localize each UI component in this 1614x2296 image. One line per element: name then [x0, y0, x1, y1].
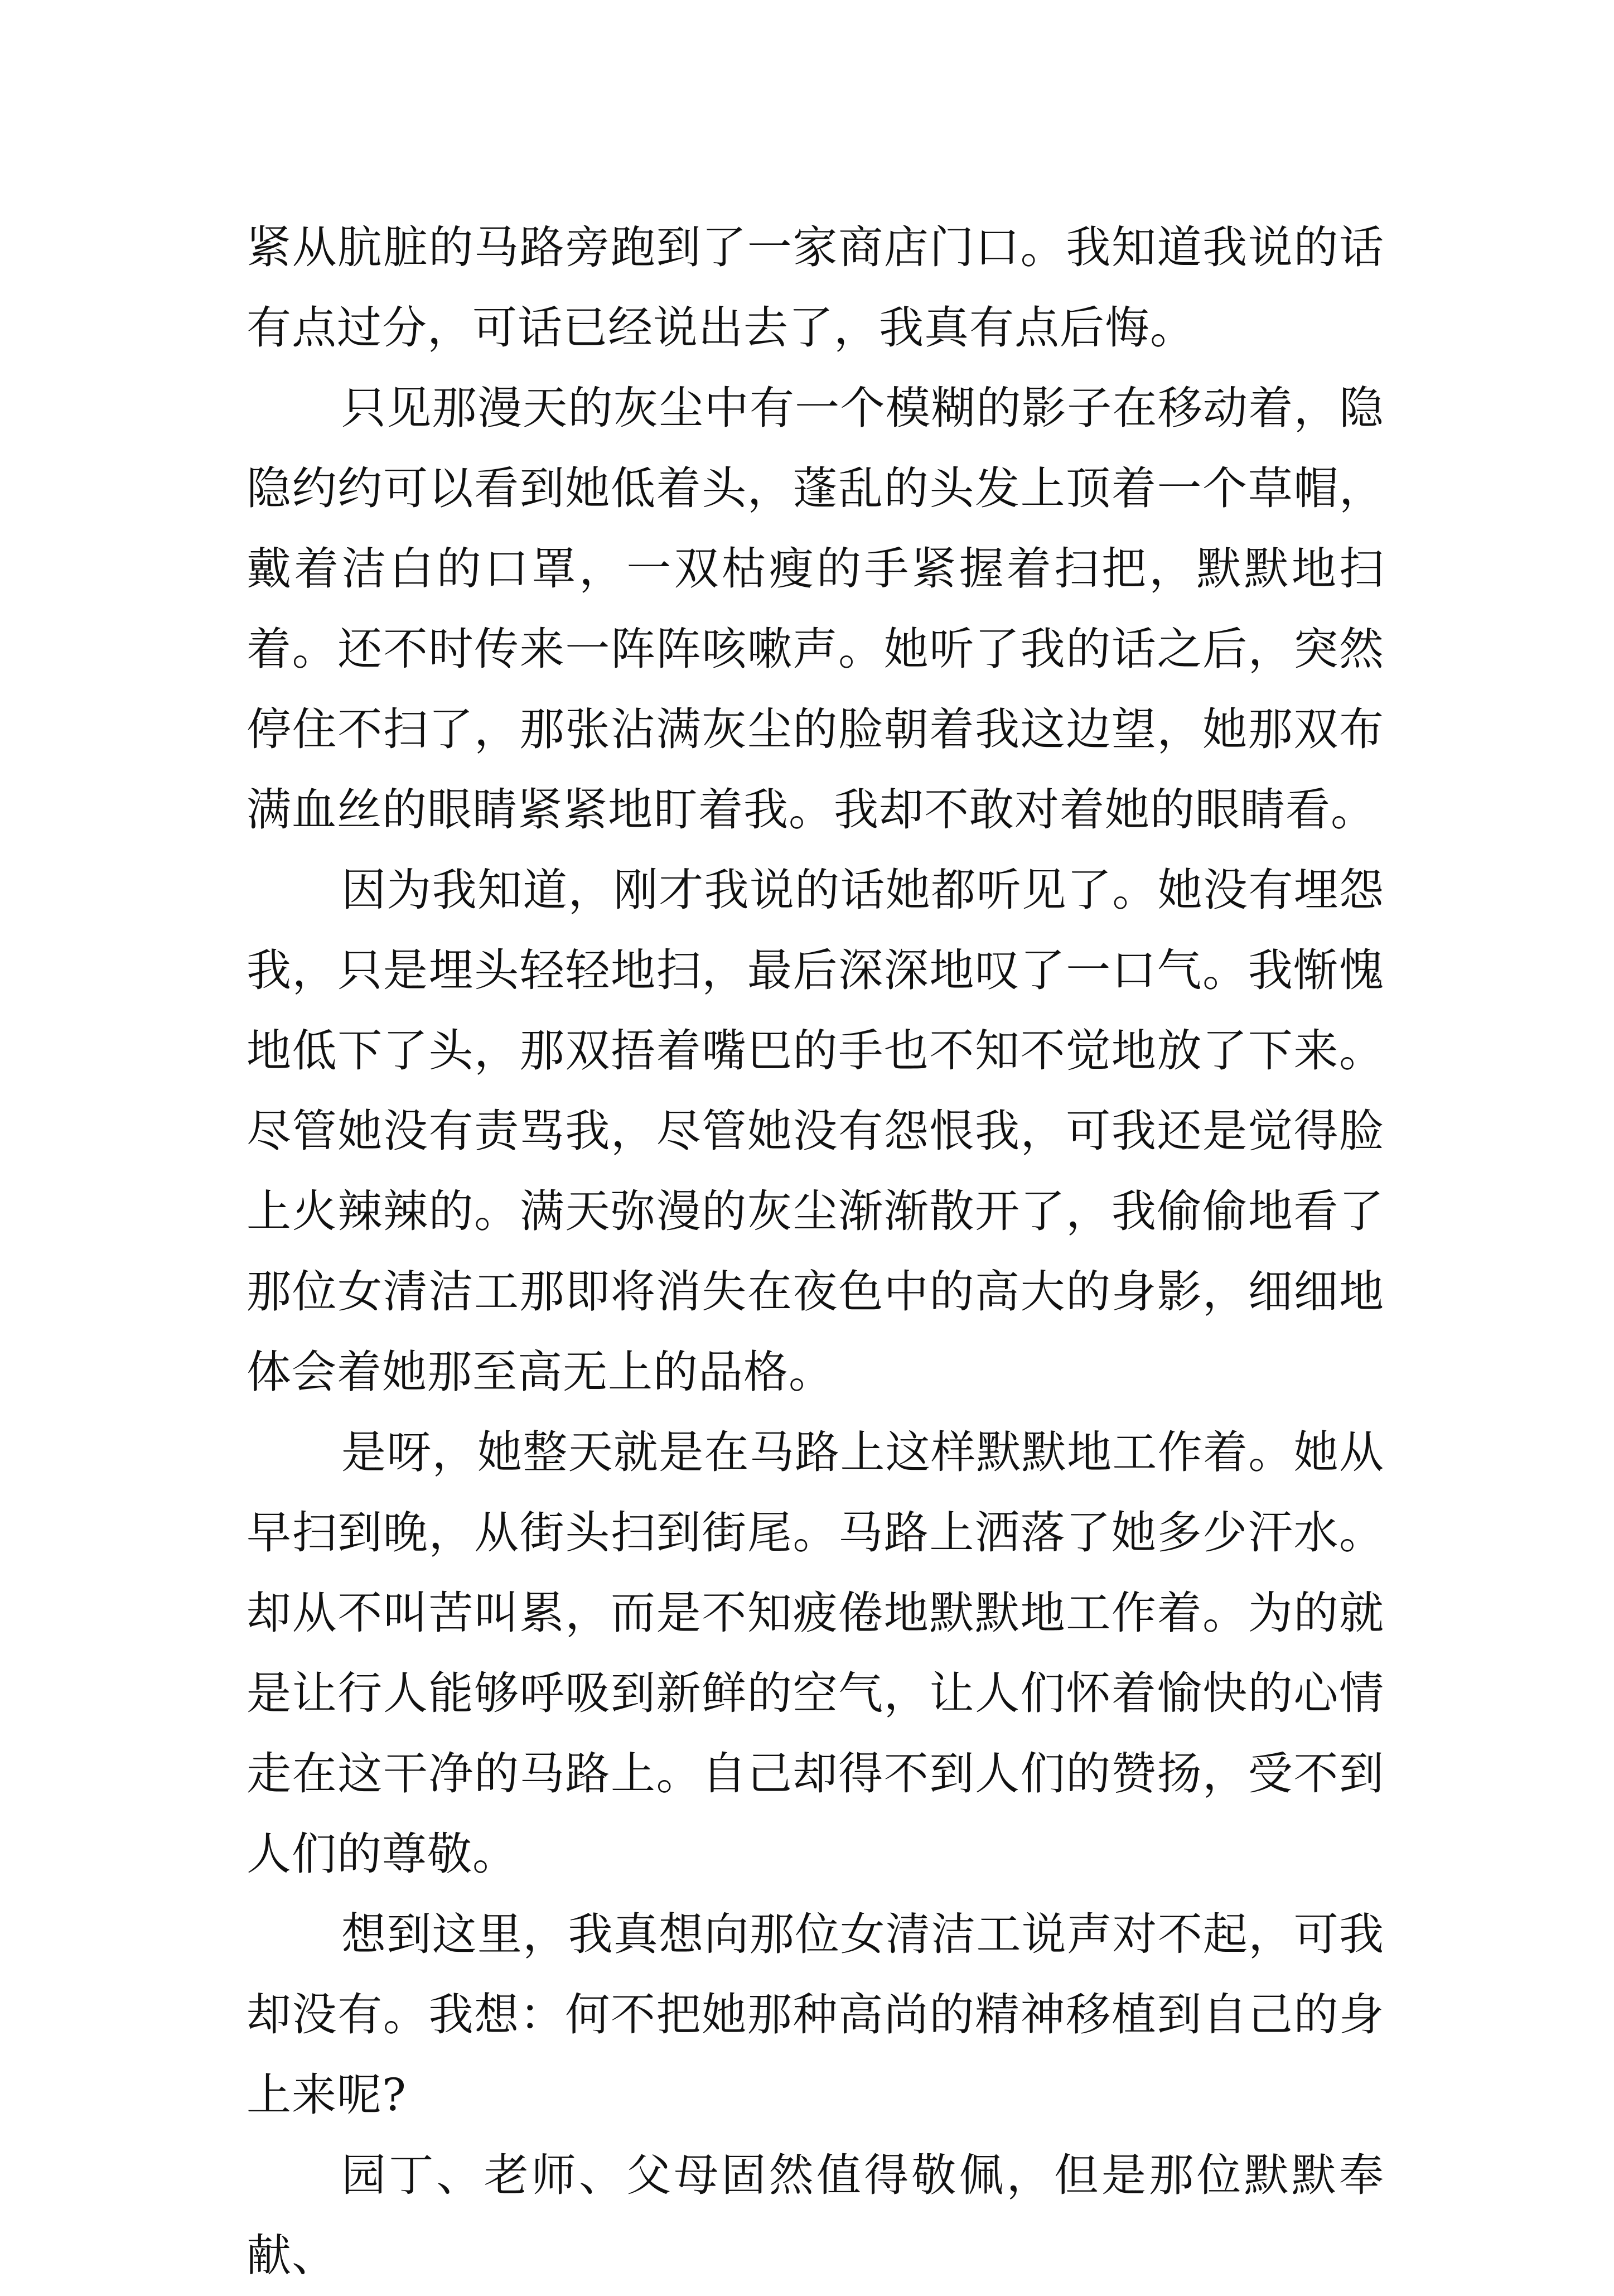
paragraph-2: 只见那漫天的灰尘中有一个模糊的影子在移动着，隐隐约约可以看到她低着头，蓬乱的头发上顶着一个草帽，戴着洁白的口罩，一双枯瘦的手紧握着扫把，默默地扫着。还不时传来一阵阵咳嗽声。她听了我的话之后，突然停住不扫了，那张沾满灰尘的脸朝着我这边望，她那双布满血丝的眼睛紧紧地盯着我。我却不敢对着她的眼睛看。 [247, 382, 1384, 836]
paragraph-3: 因为我知道，刚才我说的话她都听见了。她没有埋怨我，只是埋头轻轻地扫，最后深深地叹了一口气。我惭愧地低下了头，那双捂着嘴巴的手也不知不觉地放了下来。尽管她没有责骂我，尽管她没有怨恨我，可我还是觉得脸上火辣辣的。满天弥漫的灰尘渐渐散开了，我偷偷地看了那位女清洁工那即将消失在夜色中的高大的身影，细细地体会着她那至高无上的品格。 [247, 864, 1384, 1398]
body-text [247, 208, 1384, 2296]
paragraph-6: 园丁、老师、父母固然值得敬佩，但是那位默默奉献、 [247, 2149, 1384, 2281]
paragraph-5: 想到这里，我真想向那位女清洁工说声对不起，可我却没有。我想：何不把她那种高尚的精神移植到自己的身上来呢? [247, 1908, 1384, 2121]
paragraph-4: 是呀，她整天就是在马路上这样默默地工作着。她从早扫到晚，从街头扫到街尾。马路上洒落了她多少汗水。却从不叫苦叫累，而是不知疲倦地默默地工作着。为的就是让行人能够呼吸到新鲜的空气，让人们怀着愉快的心情走在这干净的马路上。自己却得不到人们的赞扬，受不到人们的尊敬。 [247, 1426, 1384, 1880]
paragraph-1: 紧从肮脏的马路旁跑到了一家商店门口。我知道我说的话有点过分，可话已经说出去了，我真有点后悔。 [247, 221, 1384, 354]
